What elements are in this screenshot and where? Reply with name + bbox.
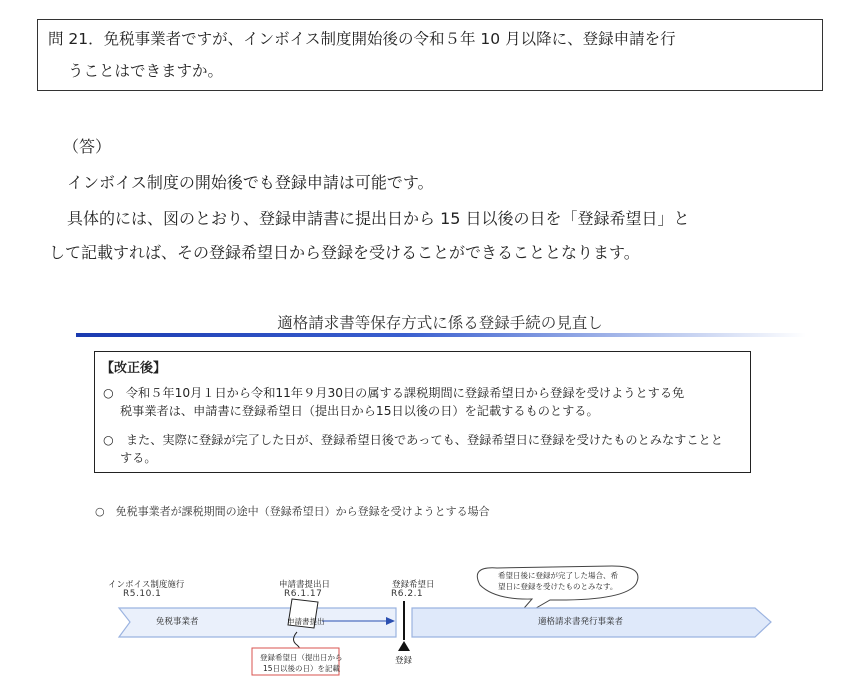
callout-line-1: 希望日後に登録が完了した場合、希 [498,571,618,580]
figure-title: 適格請求書等保存方式に係る登録手続の見直し [277,314,603,332]
case-description: ○ 免税事業者が課税期間の途中（登録希望日）から登録を受けようとする場合 [95,505,490,518]
revised-item-2-line-2: する。 [120,451,157,465]
answer-paragraph-2-line-2: して記載すれば、その登録希望日から登録を受けることができることとなります。 [49,243,640,262]
note-line-2: 15日以後の日）を記載 [263,664,341,673]
answer-paragraph-2-line-1: 具体的には、図のとおり、登録申請書に提出日から 15 日以後の日を「登録希望日」と [67,209,690,228]
document-label: 申請書提出 [287,617,325,626]
registration-label: 登録 [395,656,413,666]
revised-item-2-line-1: ○ また、実際に登録が完了した日が、登録希望日後であっても、登録希望日に登録を受けたものとみなすことと [103,433,723,447]
desired-date: R6.2.1 [391,589,424,599]
segment-qualified-label: 適格請求書発行事業者 [538,617,624,627]
desired-label: 登録希望日 [392,580,435,590]
question-line-1: 問 21．免税事業者ですが、インボイス制度開始後の令和５年 10 月以降に、登録申請を行 [48,30,676,48]
revised-heading: 【改正後】 [101,361,167,376]
start-date: R5.10.1 [123,589,162,599]
submit-date: R6.1.17 [284,589,323,599]
note-line-1: 登録希望日（提出日から [260,653,343,662]
question-line-2: うことはできますか。 [68,62,224,80]
start-label: インボイス制度施行 [108,580,185,590]
segment-exempt-label: 免税事業者 [156,617,199,627]
callout-line-2: 望日に登録を受けたものとみなす。 [498,582,618,591]
registration-triangle [398,641,410,651]
revised-item-1-line-1: ○ 令和５年10月１日から令和11年９月30日の属する課税期間に登録希望日から登録を受けようとする免 [103,386,685,400]
answer-label: （答） [63,137,112,156]
revised-item-1-line-2: 税事業者は、申請書に登録希望日（提出日から15日以後の日）を記載するものとする。 [120,404,599,418]
answer-paragraph-1: インボイス制度の開始後でも登録申請は可能です。 [67,173,434,192]
submit-label: 申請書提出日 [279,580,331,590]
